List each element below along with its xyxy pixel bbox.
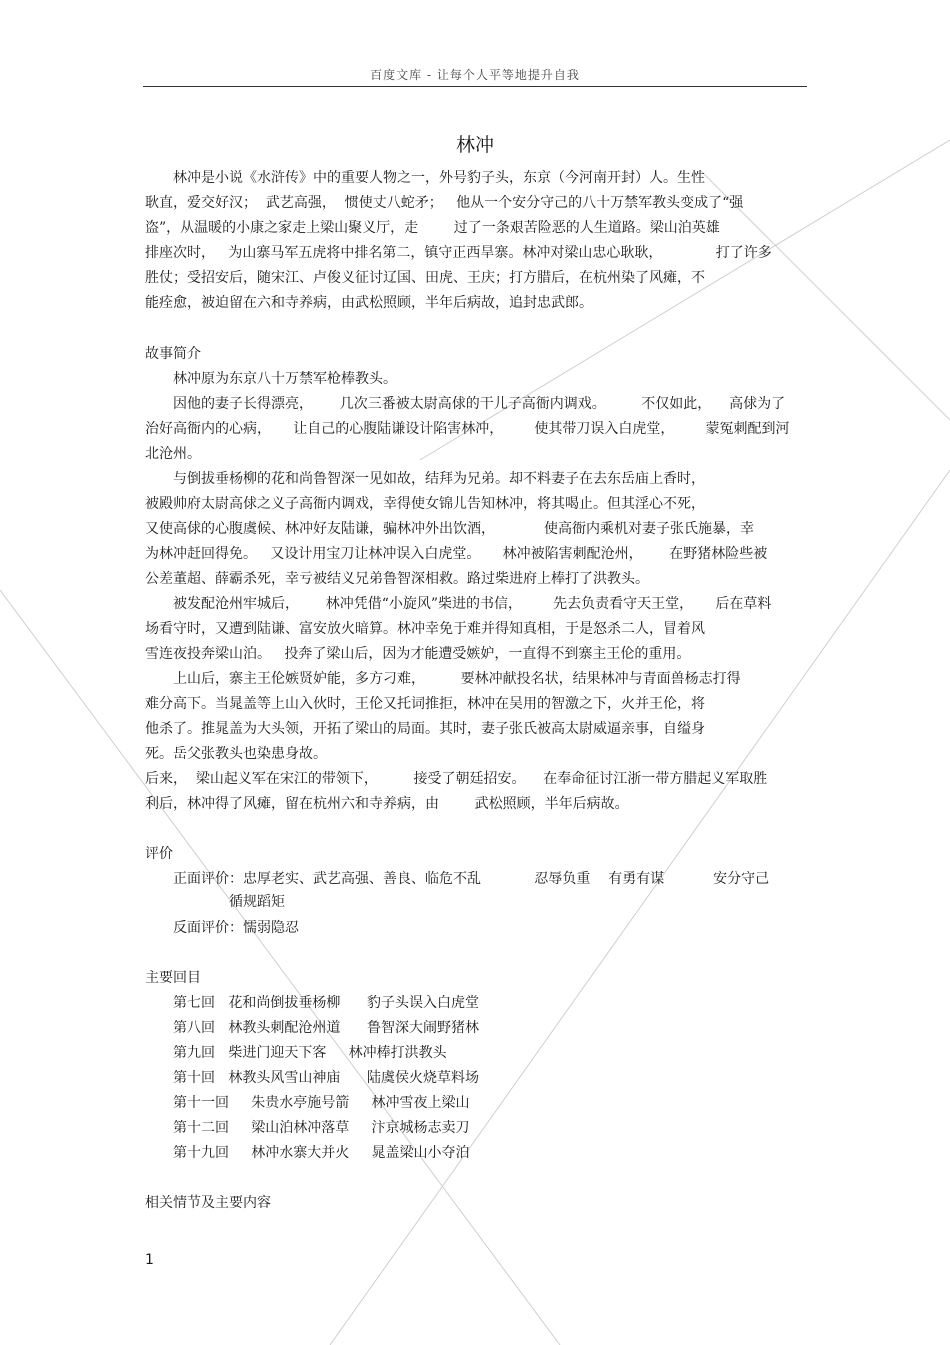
evaluation-line: 循规蹈矩 [145, 894, 285, 910]
chapter-item: 第十回 林教头风雪山神庙 陆虞侯火烧草料场 [145, 1070, 480, 1086]
story-line: 死。岳父张教头也染患身故。 [145, 746, 327, 762]
page-header: 百度文库 - 让每个人平等地提升自我 [370, 68, 580, 82]
chapter-item: 第十九回 林冲水寨大并火 晁盖梁山小夺泊 [145, 1145, 470, 1161]
story-line: 因他的妻子长得漂亮， 几次三番被太尉高俅的干儿子高衙内调戏。 不仅如此， 高俅为了 [145, 396, 786, 412]
story-line: 利后，林冲得了风瘫，留在杭州六和寺养病，由 武松照顾，半年后病故。 [145, 796, 629, 812]
evaluation-line: 正面评价：忠厚老实、武艺高强、善良、临危不乱 忍辱负重 有勇有谋 安分守己 [145, 871, 770, 887]
intro-line: 排座次时， 为山寨马军五虎将中排名第二，镇守正西旱寨。林冲对梁山忠心耿耿， 打了许多 [145, 245, 772, 261]
story-line: 难分高下。当晁盖等上山入伙时，王伦又托词推拒，林冲在吴用的智激之下，火并王伦，将 [145, 696, 705, 712]
story-line: 场看守时，又遭到陆谦、富安放火暗算。林冲幸免于难并得知真相，于是怒杀二人，冒着风 [145, 621, 705, 637]
chapter-item: 第九回 柴进门迎天下客 林冲棒打洪教头 [145, 1045, 447, 1061]
section-heading: 评价 [145, 846, 173, 862]
story-line: 为林冲赶回得免。 又设计用宝刀让林冲误入白虎堂。 林冲被陷害刺配沧州， 在野猪林险些被 [145, 546, 768, 562]
story-line: 后来， 梁山起义军在宋江的带领下， 接受了朝廷招安。 在奉命征讨江浙一带方腊起义军取胜 [145, 771, 768, 787]
story-line: 上山后，寨主王伦嫉贤妒能，多方刁难， 要林冲献投名状，结果林冲与青面兽杨志打得 [145, 671, 741, 687]
header-divider [143, 86, 807, 87]
story-line: 治好高衙内的心病， 让自己的心腹陆谦设计陷害林冲， 使其带刀误入白虎堂， 蒙冤刺配到河 [145, 421, 790, 437]
section-heading: 相关情节及主要内容 [145, 1195, 271, 1211]
story-line: 林冲原为东京八十万禁军枪棒教头。 [145, 371, 397, 387]
intro-line: 盗”，从温暖的小康之家走上梁山聚义厅，走 过了一条艰苦险恶的人生道路。梁山泊英雄 [145, 220, 720, 236]
page-number: 1 [145, 1252, 154, 1268]
chapter-item: 第七回 花和尚倒拔垂杨柳 豹子头误入白虎堂 [145, 995, 480, 1011]
story-line: 被发配沧州牢城后， 林冲凭借“小旋风”柴进的书信， 先去负责看守天王堂， 后在草料 [145, 596, 772, 612]
section-heading: 主要回目 [145, 970, 201, 986]
story-line: 雪连夜投奔梁山泊。 投奔了梁山后，因为才能遭受嫉妒，一直得不到寨主王伦的重用。 [145, 646, 691, 662]
story-line: 与倒拔垂杨柳的花和尚鲁智深一见如故，结拜为兄弟。却不料妻子在去东岳庙上香时， [145, 471, 705, 487]
chapter-item: 第八回 林教头刺配沧州道 鲁智深大闹野猪林 [145, 1020, 480, 1036]
document-title: 林冲 [455, 134, 494, 156]
story-line: 又使高俅的心腹虞候、林冲好友陆谦，骗林冲外出饮酒， 使高衙内乘机对妻子张氏施暴，幸 [145, 521, 754, 537]
story-line: 被殿帅府太尉高俅之义子高衙内调戏，幸得使女锦儿告知林冲，将其喝止。但其淫心不死， [145, 496, 705, 512]
chapter-item: 第十一回 朱贵水亭施号箭 林冲雪夜上梁山 [145, 1095, 470, 1111]
chapter-item: 第十二回 梁山泊林冲落草 汴京城杨志卖刀 [145, 1120, 470, 1136]
section-heading: 故事简介 [145, 346, 201, 362]
story-line: 他杀了。推晁盖为大头领，开拓了梁山的局面。其时，妻子张氏被高太尉威逼亲事，自缢身 [145, 721, 705, 737]
intro-line: 胜仗；受招安后，随宋江、卢俊义征讨辽国、田虎、王庆；打方腊后，在杭州染了风瘫，不 [145, 270, 705, 286]
intro-line: 林冲是小说《水浒传》中的重要人物之一，外号豹子头，东京（今河南开封）人。生性 [145, 170, 705, 186]
intro-line: 耿直，爱交好汉； 武艺高强， 惯使丈八蛇矛； 他从一个安分守己的八十万禁军教头变成了“强 [145, 195, 744, 211]
story-line: 北沧州。 [145, 446, 201, 462]
story-line: 公差董超、薛霸杀死，幸亏被结义兄弟鲁智深相救。路过柴进府上棒打了洪教头。 [145, 571, 649, 587]
intro-line: 能痊愈，被迫留在六和寺养病，由武松照顾，半年后病故，追封忠武郎。 [145, 295, 593, 311]
evaluation-line: 反面评价：懦弱隐忍 [145, 920, 299, 936]
